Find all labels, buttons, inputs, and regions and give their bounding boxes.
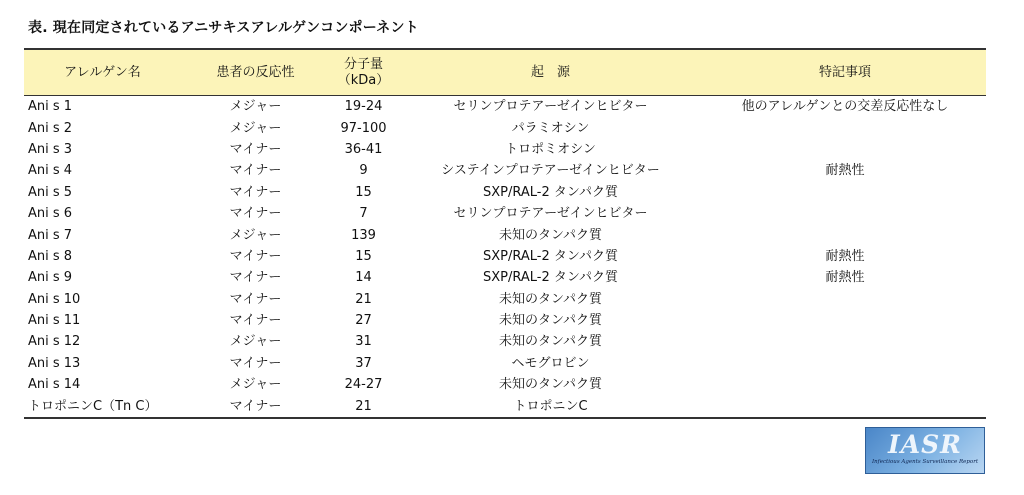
- table-row: [24, 224, 986, 245]
- table-row: [24, 353, 986, 374]
- cell-notes: 他のアレルゲンとの交差反応性なし: [741, 99, 949, 115]
- cell-patient-reactivity: マイナー: [229, 270, 282, 286]
- cell-notes: [704, 139, 986, 160]
- cell-allergen-name: Ani s 10: [28, 291, 81, 307]
- table-row: [24, 331, 986, 352]
- header-allergen-name: アレルゲン名: [24, 49, 181, 96]
- cell-patient-reactivity: マイナー: [229, 184, 282, 200]
- cell-molecular-weight: 36-41: [344, 141, 383, 157]
- cell-molecular-weight: 7: [359, 206, 368, 222]
- cell-molecular-weight: 9: [359, 163, 368, 179]
- table-row: [24, 139, 986, 160]
- header-mw-label: 分子量: [343, 56, 383, 72]
- cell-patient-reactivity: マイナー: [229, 291, 282, 307]
- cell-origin: SXP/RAL-2 タンパク質: [483, 184, 618, 200]
- cell-allergen-name: Ani s 6: [28, 206, 73, 222]
- cell-notes: [704, 331, 986, 352]
- header-origin: 起 源: [397, 49, 704, 96]
- cell-patient-reactivity: マイナー: [229, 355, 282, 371]
- cell-molecular-weight: 21: [355, 291, 372, 307]
- cell-origin: 未知のタンパク質: [498, 291, 603, 307]
- cell-patient-reactivity: マイナー: [229, 313, 282, 329]
- table-row: [24, 374, 986, 395]
- cell-molecular-weight: 37: [355, 355, 372, 371]
- cell-notes: 耐熱性: [825, 163, 865, 179]
- cell-patient-reactivity: マイナー: [229, 248, 282, 264]
- cell-molecular-weight: 19-24: [344, 99, 383, 115]
- cell-molecular-weight: 24-27: [344, 377, 383, 393]
- cell-allergen-name: Ani s 12: [28, 334, 81, 350]
- allergen-table: [24, 48, 986, 419]
- cell-patient-reactivity: マイナー: [229, 163, 282, 179]
- cell-allergen-name: Ani s 14: [28, 377, 81, 393]
- table-body: [24, 96, 986, 418]
- header-mw-unit: （kDa）: [337, 72, 390, 88]
- cell-origin: 未知のタンパク質: [498, 313, 603, 329]
- table-row: [24, 267, 986, 288]
- cell-notes: [704, 182, 986, 203]
- table-row: [24, 246, 986, 267]
- cell-patient-reactivity: メジャー: [229, 377, 282, 393]
- cell-notes: 耐熱性: [825, 270, 865, 286]
- cell-notes: [704, 117, 986, 138]
- header-row: [24, 49, 986, 96]
- cell-patient-reactivity: メジャー: [229, 120, 282, 136]
- cell-allergen-name: Ani s 5: [28, 184, 73, 200]
- cell-molecular-weight: 15: [355, 184, 372, 200]
- cell-notes: [704, 310, 986, 331]
- cell-allergen-name: Ani s 2: [28, 120, 73, 136]
- cell-notes: [704, 224, 986, 245]
- cell-origin: SXP/RAL-2 タンパク質: [483, 270, 618, 286]
- cell-allergen-name: Ani s 7: [28, 227, 73, 243]
- cell-origin: 未知のタンパク質: [498, 377, 603, 393]
- cell-notes: 耐熱性: [825, 248, 865, 264]
- logo-text: IASR: [888, 430, 962, 459]
- cell-origin: トロポニンC: [397, 395, 704, 417]
- cell-notes: [704, 374, 986, 395]
- cell-allergen-name: Ani s 11: [28, 313, 81, 329]
- cell-origin: セリンプロテアーゼインヒビター: [453, 99, 648, 115]
- cell-origin: システインプロテアーゼインヒビター: [441, 163, 660, 179]
- cell-allergen-name: トロポニンC（Tn C）: [24, 395, 181, 417]
- table-row: [24, 289, 986, 310]
- cell-origin: SXP/RAL-2 タンパク質: [483, 248, 618, 264]
- header-molecular-weight: [330, 49, 397, 96]
- iasr-logo: [865, 427, 985, 474]
- cell-patient-reactivity: メジャー: [229, 334, 282, 350]
- cell-patient-reactivity: マイナー: [229, 206, 282, 222]
- table-title: 表. 現在同定されているアニサキスアレルゲンコンポーネント: [28, 20, 419, 36]
- cell-notes: [704, 353, 986, 374]
- cell-molecular-weight: 21: [330, 395, 397, 417]
- cell-molecular-weight: 31: [355, 334, 372, 350]
- cell-patient-reactivity: メジャー: [229, 227, 282, 243]
- cell-origin: ヘモグロビン: [511, 355, 590, 371]
- cell-patient-reactivity: マイナー: [229, 141, 282, 157]
- cell-origin: パラミオシン: [511, 120, 590, 136]
- cell-allergen-name: Ani s 13: [28, 355, 81, 371]
- header-notes: 特記事項: [704, 49, 986, 96]
- cell-patient-reactivity: メジャー: [229, 99, 282, 115]
- cell-allergen-name: Ani s 1: [28, 99, 73, 115]
- cell-patient-reactivity: マイナー: [181, 395, 330, 417]
- cell-molecular-weight: 15: [355, 248, 372, 264]
- cell-allergen-name: Ani s 8: [28, 248, 73, 264]
- cell-allergen-name: Ani s 3: [28, 141, 73, 157]
- cell-allergen-name: Ani s 4: [28, 163, 73, 179]
- cell-allergen-name: Ani s 9: [28, 270, 73, 286]
- table-row: [24, 310, 986, 331]
- table-header: [24, 49, 986, 96]
- header-patient-reactivity: 患者の反応性: [181, 49, 330, 96]
- cell-origin: 未知のタンパク質: [498, 334, 603, 350]
- logo-subtitle: Infectious Agents Surveillance Report: [871, 459, 979, 465]
- table-row: [24, 182, 986, 203]
- cell-origin: 未知のタンパク質: [498, 227, 603, 243]
- cell-molecular-weight: 139: [351, 227, 376, 243]
- cell-molecular-weight: 97-100: [340, 120, 387, 136]
- cell-notes: [704, 395, 986, 417]
- cell-molecular-weight: 27: [355, 313, 372, 329]
- table-row: [24, 96, 986, 118]
- cell-molecular-weight: 14: [355, 270, 372, 286]
- table-row: [24, 203, 986, 224]
- table-row: [24, 160, 986, 181]
- cell-origin: セリンプロテアーゼインヒビター: [453, 206, 648, 222]
- table-row: [24, 117, 986, 138]
- cell-notes: [704, 203, 986, 224]
- table-row: [24, 395, 986, 417]
- cell-origin: トロポミオシン: [505, 141, 596, 157]
- cell-notes: [704, 289, 986, 310]
